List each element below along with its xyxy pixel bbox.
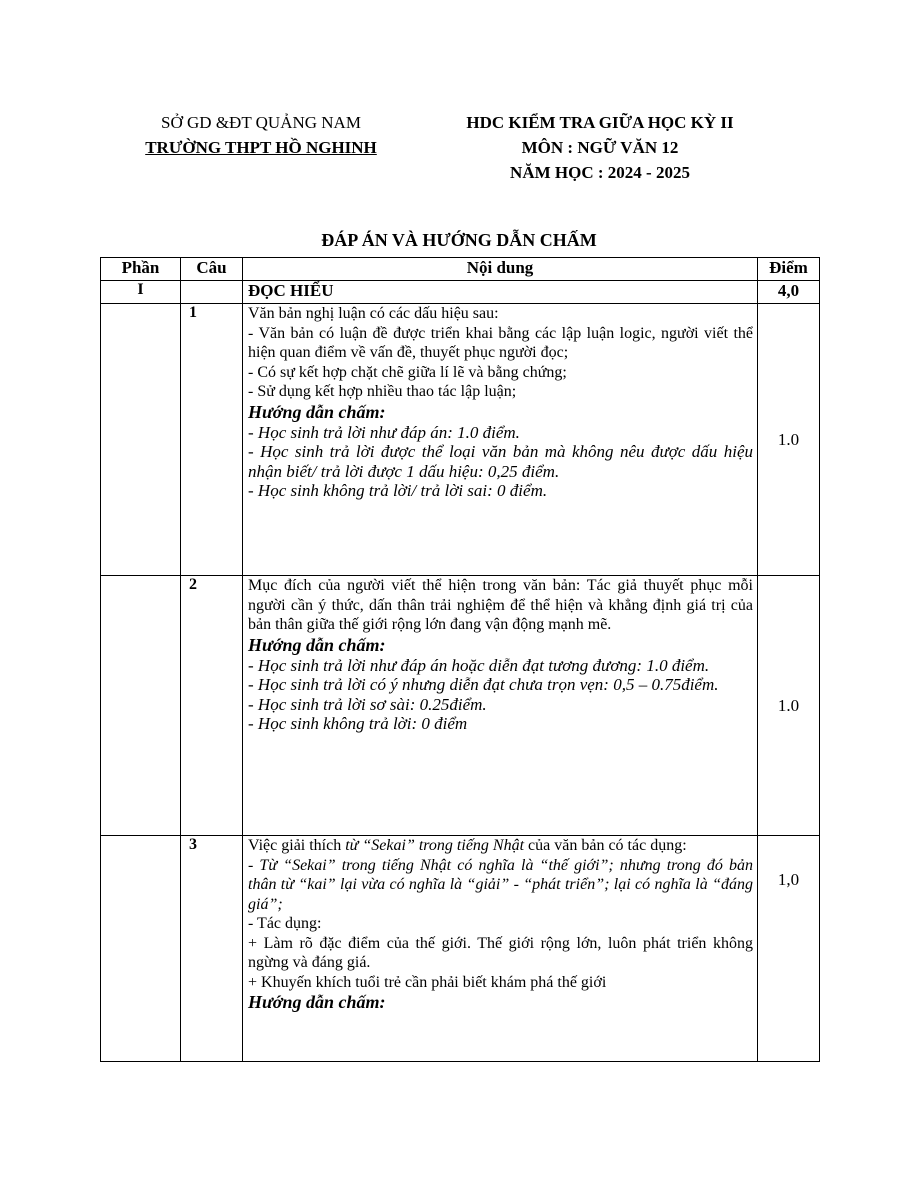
question-score: 1,0 bbox=[758, 836, 820, 1062]
question-number: 2 bbox=[181, 576, 243, 836]
section-title: ĐỌC HIỂU bbox=[243, 281, 758, 304]
question-content: Việc giải thích từ “Sekai” trong tiếng Nhật của văn bản có tác dụng: - Từ “Sekai” trong tiếng Nhật có nghĩa là “thế giới”; nhưng trong đó bản thân từ “kai” lại vừa có nghĩa là “giải” - “phát triển”; lại có nghĩa là “đáng giá”; - Tác dụng: + Làm rõ đặc điểm của thế giới. Thế giới rộng lớn, luôn phát triển không ngừng và đáng giá. + Khuyến khích tuổi trẻ cần phải biết khám phá thế giới Hướng dẫn chấm: bbox=[243, 836, 758, 1062]
grading-guide-title: Hướng dẫn chấm: bbox=[248, 634, 386, 655]
question-score: 1.0 bbox=[758, 576, 820, 836]
question-row-1 bbox=[101, 304, 820, 576]
exam-title: HDC KIỂM TRA GIỮA HỌC KỲ II bbox=[466, 113, 734, 132]
subject: MÔN : NGỮ VĂN 12 bbox=[521, 138, 679, 157]
school-year: NĂM HỌC : 2024 - 2025 bbox=[510, 163, 690, 182]
grading-guide-title: Hướng dẫn chấm: bbox=[248, 401, 386, 422]
table-header-row bbox=[101, 258, 820, 281]
question-number: 3 bbox=[181, 836, 243, 1062]
question-row-2 bbox=[101, 576, 820, 836]
question-content: Mục đích của người viết thể hiện trong văn bản: Tác giả thuyết phục mỗi người cần ý thức, dấn thân trải nghiệm để thể hiện và khẳng định giá trị của bản thân giữa thế giới rộng lớn đang vận động mạnh mẽ. Hướng dẫn chấm: - Học sinh trả lời như đáp án hoặc diễn đạt tương đương: 1.0 điểm. - Học sinh trả lời có ý nhưng diễn đạt chưa trọn vẹn: 0,5 – 0.75điểm. - Học sinh trả lời sơ sài: 0.25điểm. - Học sinh không trả lời: 0 điểm bbox=[243, 576, 758, 836]
department-name: SỞ GD &ĐT QUẢNG NAM bbox=[161, 113, 361, 132]
section-phan: I bbox=[101, 281, 181, 304]
header-cau: Câu bbox=[181, 258, 243, 281]
question-score: 1.0 bbox=[758, 304, 820, 576]
header-diem: Điểm bbox=[758, 258, 820, 281]
document-title: ĐÁP ÁN VÀ HƯỚNG DẪN CHẤM bbox=[321, 230, 597, 250]
question-row-3 bbox=[101, 836, 820, 1062]
question-number: 1 bbox=[181, 304, 243, 576]
section-diem: 4,0 bbox=[758, 281, 820, 304]
grading-guide-title: Hướng dẫn chấm: bbox=[248, 992, 386, 1012]
school-header bbox=[118, 110, 404, 160]
header-phan: Phần bbox=[101, 258, 181, 281]
school-name: TRƯỜNG THPT HỒ NGHINH bbox=[145, 138, 377, 157]
section-row bbox=[101, 281, 820, 304]
question-content: Văn bản nghị luận có các dấu hiệu sau: - Văn bản có luận đề được triển khai bằng các lập luận logic, người viết thể hiện quan điểm về vấn đề, thuyết phục người đọc; - Có sự kết hợp chặt chẽ giữa lí lẽ và bằng chứng; - Sử dụng kết hợp nhiều thao tác lập luận; Hướng dẫn chấm: - Học sinh trả lời như đáp án: 1.0 điểm. - Học sinh trả lời được thể loại văn bản mà không nêu được dấu hiệu nhận biết/ trả lời được 1 dấu hiệu: 0,25 điểm. - Học sinh không trả lời/ trả lời sai: 0 điểm. bbox=[243, 304, 758, 576]
header-noi-dung: Nội dung bbox=[243, 258, 758, 281]
exam-header bbox=[430, 110, 770, 185]
grading-table bbox=[100, 257, 820, 1062]
